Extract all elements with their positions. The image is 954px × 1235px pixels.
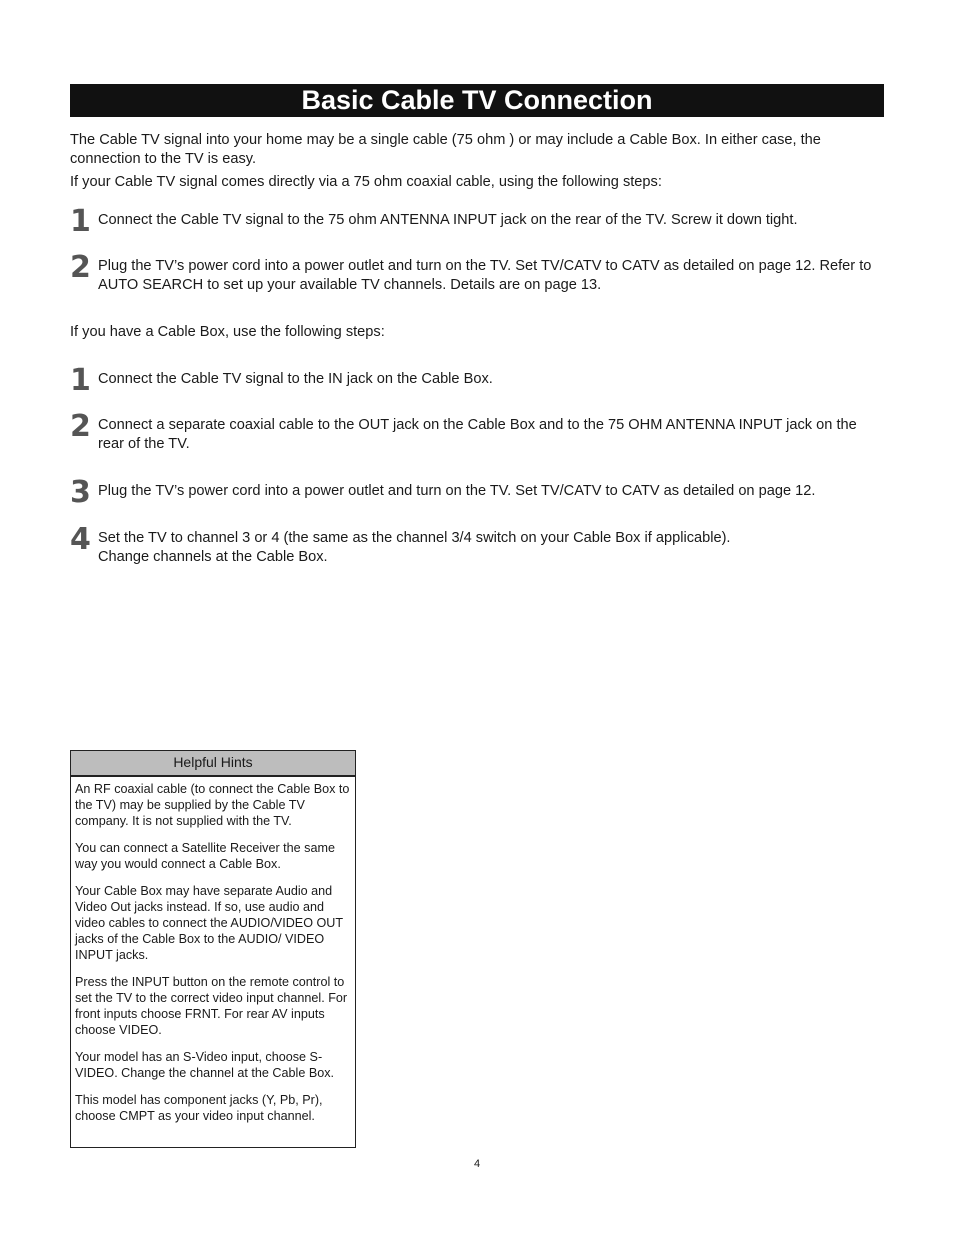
direct-cable-intro: If your Cable TV signal comes directly via a 75 ohm coaxial cable, using the following steps: (70, 174, 662, 190)
page-number: 4 (473, 1158, 481, 1170)
step-text: Connect a separate coaxial cable to the OUT jack on the Cable Box and to the 75 OHM ANTENNA INPUT jack on the rear of the TV. (98, 417, 857, 452)
hint-item: Your Cable Box may have separate Audio and Video Out jacks instead. If so, use audio and video cables to connect the AUDIO/VIDEO OUT jacks of the Cable Box to the AUDIO/ VIDEO INPUT jacks. (75, 884, 343, 962)
hint-item: You can connect a Satellite Receiver the same way you would connect a Cable Box. (75, 841, 335, 871)
step-number: 2 (70, 409, 91, 444)
step-number: 1 (70, 204, 91, 239)
page-title: Basic Cable TV Connection (70, 84, 884, 117)
helpful-hints-box (70, 750, 356, 1148)
step-text: Plug the TV’s power cord into a power outlet and turn on the TV. Set TV/CATV to CATV as detailed on page 12. (98, 483, 816, 499)
step-number: 3 (70, 475, 91, 510)
helpful-hints-body (71, 777, 355, 1124)
cable-box-intro: If you have a Cable Box, use the following steps: (70, 324, 385, 340)
hint-item: Your model has an S-Video input, choose S-VIDEO. Change the channel at the Cable Box. (75, 1050, 335, 1080)
step-number: 2 (70, 250, 91, 285)
step-text: Connect the Cable TV signal to the 75 ohm ANTENNA INPUT jack on the rear of the TV. Screw it down tight. (98, 212, 798, 228)
hint-item: This model has component jacks (Y, Pb, Pr), choose CMPT as your video input channel. (75, 1093, 323, 1123)
step-text-line-2: Change channels at the Cable Box. (98, 549, 328, 565)
hint-item: An RF coaxial cable (to connect the Cable Box to the TV) may be supplied by the Cable TV company. It is not supplied with the TV. (75, 782, 350, 828)
step-number: 4 (70, 522, 91, 557)
helpful-hints-header: Helpful Hints (71, 751, 355, 777)
step-text (98, 529, 884, 567)
step-text-line-1: Set the TV to channel 3 or 4 (the same as the channel 3/4 switch on your Cable Box if applicable). (98, 530, 731, 546)
intro-paragraph: The Cable TV signal into your home may be a single cable (75 ohm ) or may include a Cable Box. In either case, the connection to the TV is easy. (70, 132, 821, 167)
step-text: Plug the TV’s power cord into a power outlet and turn on the TV. Set TV/CATV to CATV as detailed on page 12. Refer to AUTO SEARCH to set up your available TV channels. Details are on page 13. (98, 258, 872, 293)
step-text: Connect the Cable TV signal to the IN jack on the Cable Box. (98, 371, 493, 387)
hint-item: Press the INPUT button on the remote control to set the TV to the correct video input channel. For front inputs choose FRNT. For rear AV inputs choose VIDEO. (75, 975, 348, 1037)
step-number: 1 (70, 363, 91, 398)
